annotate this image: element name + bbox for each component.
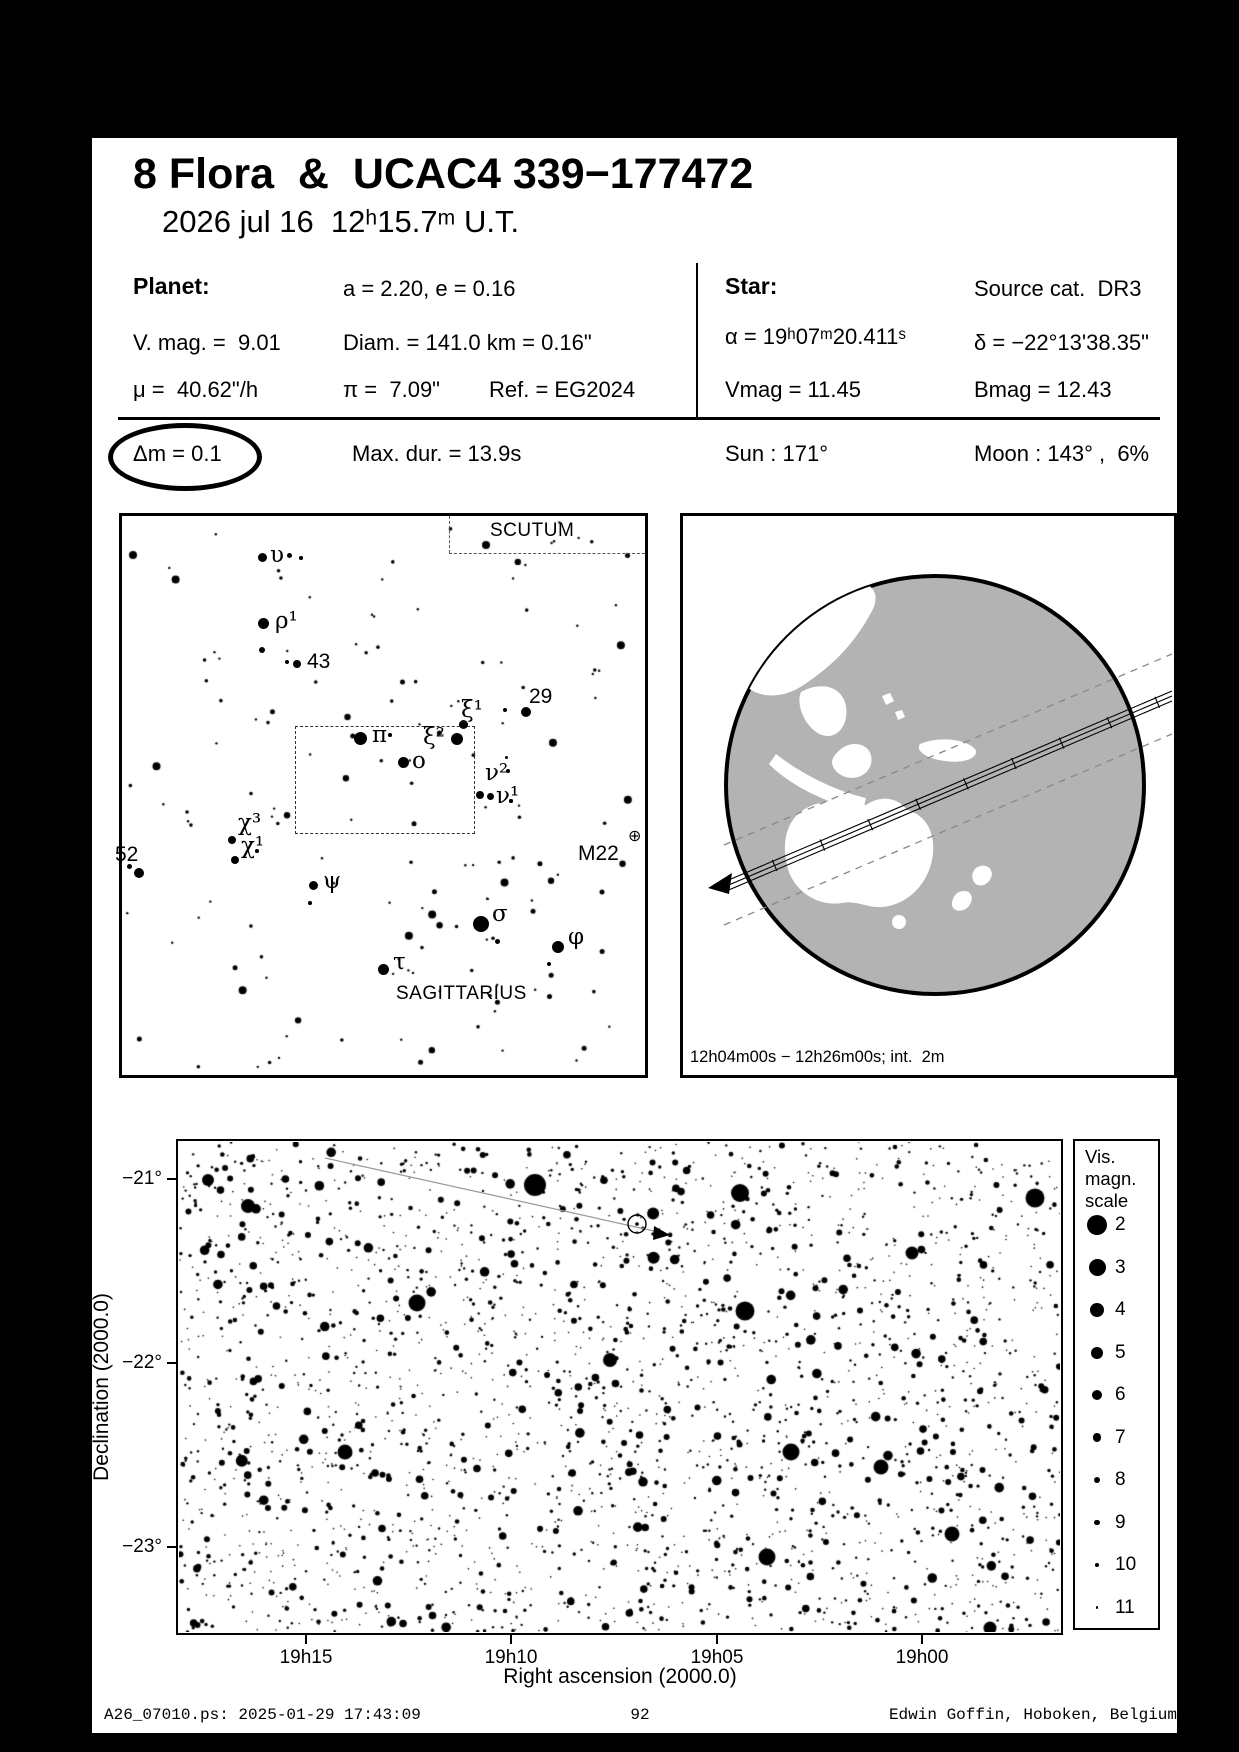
planet-parallax: π = 7.09" bbox=[343, 377, 440, 402]
legend-magnitude-dot bbox=[1093, 1433, 1101, 1441]
finder-star-label: 29 bbox=[529, 685, 553, 708]
dec-tick-mark bbox=[167, 1546, 176, 1548]
finder-star-label: χ³ bbox=[238, 810, 262, 836]
planet-ref: Ref. = EG2024 bbox=[489, 377, 636, 402]
finder-star-dot bbox=[308, 901, 312, 905]
x-axis-title: Right ascension (2000.0) bbox=[503, 1665, 737, 1688]
legend-magnitude-label: 9 bbox=[1115, 1511, 1126, 1533]
planet-vmag: V. mag. = 9.01 bbox=[133, 330, 281, 355]
main-chart-overlay bbox=[176, 1139, 1063, 1635]
legend-magnitude-dot bbox=[1091, 1347, 1103, 1359]
finder-star-dot bbox=[293, 660, 301, 668]
finder-star-dot bbox=[287, 553, 292, 558]
finder-star-label: υ bbox=[270, 542, 284, 568]
ra-tick-label: 19h10 bbox=[484, 1647, 538, 1668]
star-ra: α = 19ʰ07ᵐ20.411ˢ bbox=[725, 324, 906, 349]
finder-star-label: ο bbox=[412, 748, 426, 774]
legend-magnitude-label: 4 bbox=[1115, 1299, 1126, 1320]
legend-magnitude-label: 2 bbox=[1115, 1214, 1126, 1235]
earth-symbol: ⊕ bbox=[628, 828, 642, 845]
finder-star-dot bbox=[398, 757, 409, 768]
finder-star-dot bbox=[388, 733, 392, 737]
max-duration: Max. dur. = 13.9s bbox=[352, 441, 522, 466]
m22-label: M22 bbox=[578, 842, 619, 865]
legend-magnitude-label: 7 bbox=[1115, 1426, 1126, 1448]
finder-star-dot bbox=[505, 756, 508, 759]
finder-star-dot bbox=[309, 881, 318, 890]
planet-mu: μ = 40.62"/h bbox=[133, 377, 259, 402]
legend-magnitude-dot bbox=[1092, 1390, 1102, 1400]
finder-star-dot bbox=[134, 868, 144, 878]
star-bmag: Bmag = 12.43 bbox=[974, 377, 1112, 402]
moon-elongation: Moon : 143° , 6% bbox=[974, 441, 1150, 466]
delta-m: Δm = 0.1 bbox=[133, 441, 222, 466]
finder-star-label: χ¹ bbox=[241, 833, 265, 859]
legend-magnitude-dot bbox=[1096, 1606, 1098, 1608]
dec-tick-mark bbox=[167, 1178, 176, 1180]
constellation-label-scutum: SCUTUM bbox=[490, 520, 575, 541]
table-divider bbox=[696, 263, 698, 417]
finder-star-dot bbox=[228, 836, 236, 844]
event-datetime: 2026 jul 16 12ʰ15.7ᵐ U.T. bbox=[162, 204, 520, 239]
finder-star-label: φ bbox=[568, 924, 585, 950]
globe-caption: 12h04m00s − 12h26m00s; int. 2m bbox=[690, 1048, 945, 1066]
legend-magnitude-label: 8 bbox=[1115, 1469, 1126, 1490]
planet-orbit: a = 2.20, e = 0.16 bbox=[343, 276, 516, 301]
ra-tick-label: 19h00 bbox=[895, 1647, 949, 1668]
y-axis-title: Declination (2000.0) bbox=[90, 1293, 113, 1481]
finder-star-dot bbox=[552, 941, 564, 953]
finder-star-dot bbox=[258, 618, 269, 629]
footer-author: Edwin Goffin, Hoboken, Belgium bbox=[888, 1706, 1177, 1724]
finder-star-label: 52 bbox=[115, 843, 139, 866]
constellation-label-sagittarius: SAGITTARIUS bbox=[396, 983, 527, 1004]
page-title: 8 Flora & UCAC4 339−177472 bbox=[133, 150, 754, 198]
legend-magnitude-label: 3 bbox=[1115, 1256, 1126, 1278]
ra-tick-mark bbox=[305, 1635, 307, 1644]
finder-star-label: ξ² bbox=[423, 724, 445, 750]
sun-elongation: Sun : 171° bbox=[725, 441, 828, 466]
legend-magnitude-dot bbox=[1089, 1259, 1106, 1276]
legend-magnitude-dot bbox=[1095, 1563, 1099, 1567]
finder-star-dot bbox=[503, 708, 507, 712]
finder-star-dot bbox=[547, 962, 551, 966]
footer-filename: A26_07010.ps: 2025-01-29 17:43:09 bbox=[104, 1706, 421, 1724]
legend-magnitude-label: 5 bbox=[1115, 1341, 1126, 1363]
scutum-border-vertical bbox=[449, 516, 450, 553]
scutum-border-horizontal bbox=[449, 553, 645, 554]
finder-star-label: π bbox=[372, 722, 388, 748]
earth-globe bbox=[683, 516, 1174, 1075]
dec-tick-label: −23° bbox=[122, 1536, 162, 1557]
finder-star-dot bbox=[487, 793, 494, 800]
planet-diameter: Diam. = 141.0 km = 0.16" bbox=[343, 330, 592, 355]
ra-tick-mark bbox=[921, 1635, 923, 1644]
finder-star-dot bbox=[495, 939, 500, 944]
table-rule bbox=[118, 417, 1160, 420]
motion-arrow bbox=[653, 1226, 670, 1240]
finder-star-label: ρ¹ bbox=[275, 608, 298, 634]
star-dec: δ = −22°13'38.35" bbox=[974, 330, 1149, 355]
legend-magnitude-dot bbox=[1087, 1215, 1107, 1235]
legend-magnitude-label: 11 bbox=[1115, 1596, 1135, 1618]
finder-star-label: ν¹ bbox=[496, 783, 520, 809]
finder-star-dot bbox=[354, 732, 367, 745]
finder-star-dot bbox=[476, 791, 484, 799]
finder-star-dot bbox=[378, 964, 389, 975]
finder-star-label: ξ¹ bbox=[461, 697, 483, 723]
star-source-cat: Source cat. DR3 bbox=[974, 276, 1142, 301]
legend-magnitude-dot bbox=[1090, 1303, 1104, 1317]
finder-star-dot bbox=[231, 856, 239, 864]
finder-star-label: ν² bbox=[485, 760, 509, 786]
dec-tick-label: −21° bbox=[122, 1168, 162, 1189]
finder-star-label: ψ bbox=[323, 868, 342, 894]
ra-tick-mark bbox=[716, 1635, 718, 1644]
legend-title-line3: scale bbox=[1085, 1190, 1129, 1211]
path-direction-arrow bbox=[708, 873, 732, 894]
finder-star-dot bbox=[285, 660, 289, 664]
finder-star-label: σ bbox=[492, 901, 508, 927]
legend-title-line2: magn. bbox=[1085, 1168, 1137, 1189]
finder-star-dot bbox=[473, 916, 489, 932]
dec-tick-mark bbox=[167, 1362, 176, 1364]
ra-tick-mark bbox=[510, 1635, 512, 1644]
finder-star-dot bbox=[299, 556, 303, 560]
star-section-label: Star: bbox=[725, 273, 778, 299]
finder-star-dot bbox=[258, 553, 267, 562]
legend-title-line1: Vis. bbox=[1085, 1146, 1116, 1167]
finder-star-dot bbox=[259, 647, 265, 653]
finder-star-dot bbox=[451, 733, 463, 745]
finder-star-label: τ bbox=[393, 949, 406, 975]
legend-magnitude-label: 6 bbox=[1115, 1384, 1126, 1405]
finder-star-label: 43 bbox=[307, 650, 331, 673]
ra-tick-label: 19h15 bbox=[279, 1647, 333, 1668]
dec-tick-label: −22° bbox=[122, 1352, 162, 1373]
legend-magnitude-dot bbox=[1094, 1520, 1099, 1525]
footer-page-number: 92 bbox=[630, 1706, 650, 1724]
legend-magnitude-label: 10 bbox=[1115, 1554, 1137, 1575]
planet-section-label: Planet: bbox=[133, 273, 210, 299]
star-vmag: Vmag = 11.45 bbox=[725, 377, 861, 402]
ra-tick-label: 19h05 bbox=[690, 1647, 744, 1668]
